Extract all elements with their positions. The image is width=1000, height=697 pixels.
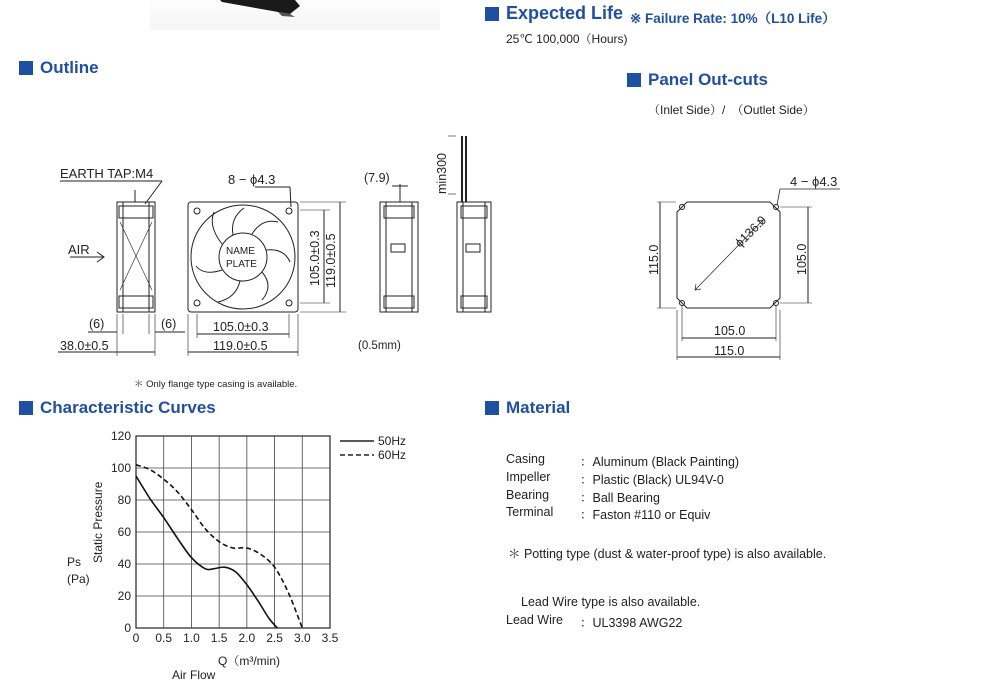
dim-38: 38.0±0.5 (60, 339, 109, 353)
potting-note: ＊ Potting type (dust & water-proof type) is also available. (508, 547, 827, 561)
leadwire-label: Lead Wire (506, 613, 563, 627)
x-tick-label: 3.5 (321, 631, 339, 645)
x-axis-label: Air Flow (172, 668, 216, 682)
material-heading: Material (506, 398, 571, 417)
outline-marker (19, 61, 33, 75)
curves-marker (19, 401, 33, 415)
material-impeller-label: Impeller (506, 470, 551, 484)
leadwire-value: ：UL3398 AWG22 (580, 616, 683, 630)
panel-115-horizontal: 115.0 (714, 344, 745, 358)
name-plate-2: PLATE (226, 259, 257, 270)
x-tick-label: 2.0 (238, 631, 256, 645)
x-tick-label: 1.0 (183, 631, 200, 645)
panel-holes-label: 4 − ϕ4.3 (790, 174, 838, 189)
material-terminal-value: ：Faston #110 or Equiv (580, 508, 711, 522)
name-plate-1: NAME (226, 246, 255, 257)
earth-tap-label: EARTH TAP:M4 (60, 166, 154, 181)
leadwire-note: Lead Wire type is also available. (521, 595, 701, 609)
y-axis-label: Static Pressure (91, 481, 105, 563)
q-label: Q（m³/min) (218, 654, 280, 668)
dim-0-5mm: (0.5mm) (358, 340, 401, 352)
characteristic-chart (60, 428, 420, 688)
panel-sides: （Inlet Side）/ （Outlet Side） (648, 103, 815, 117)
y-tick-label: 60 (117, 525, 131, 539)
panel-cutout (677, 202, 780, 308)
dim-min300: min300 (435, 153, 449, 194)
flange-note: ＊ Only flange type casing is available. (134, 379, 298, 390)
dim-7-9: (7.9) (364, 171, 390, 185)
dim-105-vertical: 105.0±0.3 (308, 230, 322, 286)
material-casing-label: Casing (506, 452, 545, 466)
y-tick-label: 20 (117, 589, 131, 603)
material-bearing-label: Bearing (506, 488, 550, 502)
y-tick-label: 120 (110, 429, 131, 443)
chart-ticks (111, 429, 339, 645)
y-tick-label: 40 (117, 557, 131, 571)
x-tick-label: 0.5 (155, 631, 173, 645)
failure-rate: ※ Failure Rate: 10%（L10 Life） (630, 11, 836, 26)
x-tick-label: 0 (132, 631, 140, 645)
ps-label: Ps (67, 555, 82, 569)
material-impeller-value: ：Plastic (Black) UL94V-0 (580, 473, 724, 487)
x-tick-label: 1.5 (210, 631, 228, 645)
air-label: AIR (68, 242, 90, 257)
y-tick-label: 0 (124, 621, 131, 635)
front-view-frame (188, 202, 298, 312)
dim-6-left: (6) (89, 317, 105, 331)
panel-drawing (640, 165, 840, 365)
legend-50hz: 50Hz (378, 434, 407, 448)
curves-heading: Characteristic Curves (40, 398, 216, 417)
material-bearing-value: ：Ball Bearing (580, 491, 660, 505)
panel-outcuts-marker (627, 73, 641, 87)
product-photo (150, 0, 440, 30)
panel-105-horizontal: 105.0 (714, 324, 746, 338)
expected-life-marker (485, 7, 499, 21)
legend-60hz: 60Hz (378, 448, 407, 462)
pa-label: (Pa) (67, 572, 90, 586)
panel-115-vertical: 115.0 (647, 244, 661, 275)
dim-6-right: (6) (161, 317, 177, 331)
panel-105-vertical: 105.0 (795, 243, 809, 275)
material-casing-value: ：Aluminum (Black Painting) (580, 455, 740, 469)
outline-heading: Outline (40, 58, 99, 77)
panel-outcuts-heading: Panel Out-cuts (648, 70, 768, 89)
y-tick-label: 100 (110, 461, 131, 475)
product-photo-fragment (150, 0, 440, 30)
y-tick-label: 80 (117, 493, 131, 507)
material-marker (485, 401, 499, 415)
x-tick-label: 3.0 (293, 631, 311, 645)
holes-label: 8 − ϕ4.3 (228, 172, 276, 187)
outline-drawing (0, 130, 500, 370)
life-value: 25℃ 100,000（Hours) (506, 32, 628, 46)
material-terminal-label: Terminal (506, 505, 554, 519)
dim-105-horizontal: 105.0±0.3 (213, 320, 269, 334)
chart-grid (136, 436, 330, 628)
dim-119-vertical: 119.0±0.5 (324, 233, 338, 288)
x-tick-label: 2.5 (266, 631, 283, 645)
panel-diameter: ϕ136.0 (732, 213, 770, 251)
dim-119-horizontal: 119.0±0.5 (213, 339, 268, 353)
expected-life-heading: Expected Life (506, 3, 624, 23)
